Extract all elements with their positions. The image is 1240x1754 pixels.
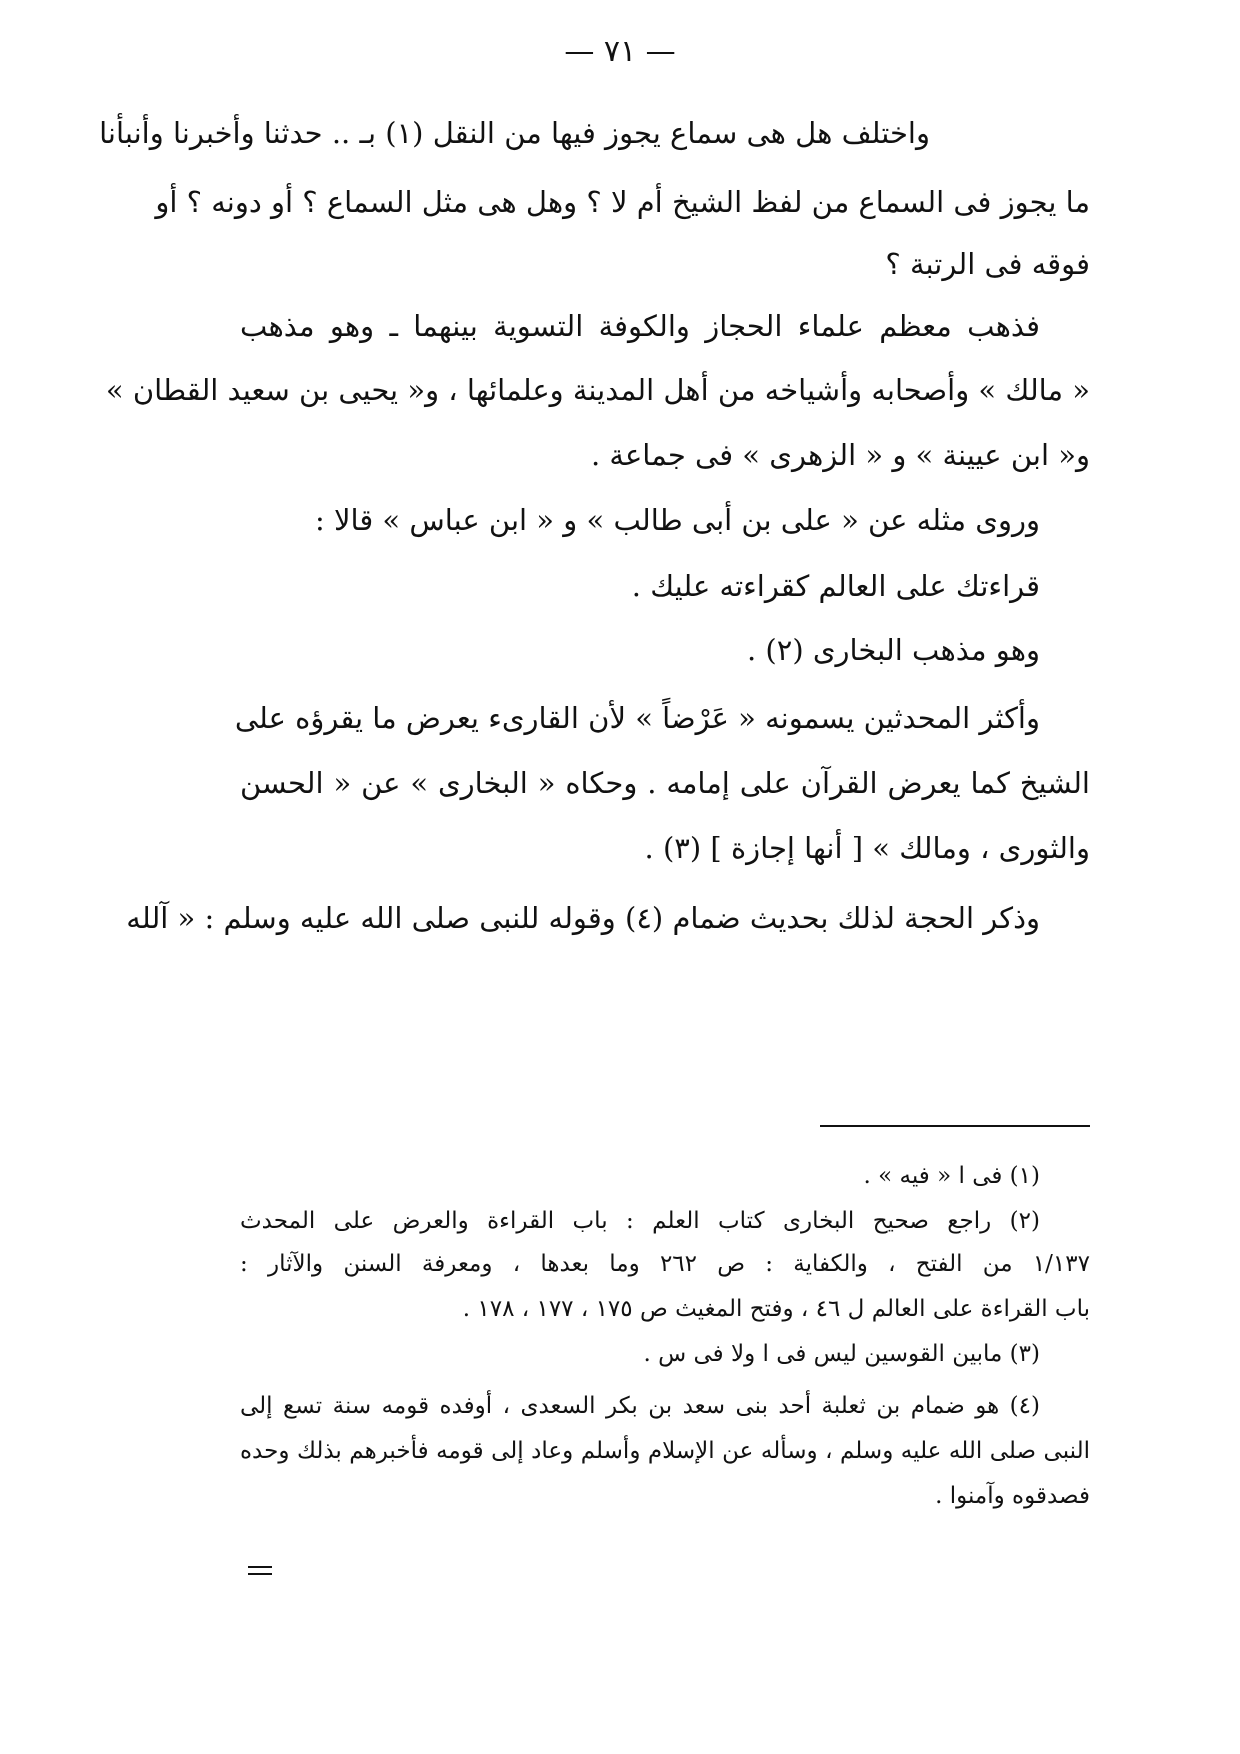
footnote-separator (820, 1125, 1090, 1127)
footnote-line: ١/١٣٧ من الفتح ، والكفاية : ص ٢٦٢ وما بعدها ، ومعرفة السنن والآثار : (240, 1251, 1090, 1277)
page-number: — ٧١ — (564, 34, 676, 69)
body-line: وذكر الحجة لذلك بحديث ضمام (٤) وقوله للنبى صلى الله عليه وسلم : « آلله (126, 901, 1040, 935)
body-line: و« ابن عيينة » و « الزهرى » فى جماعة . (591, 438, 1090, 472)
footnote-line: (١) فى ا « فيه » . (863, 1163, 1040, 1189)
footnote-line: فصدقوه وآمنوا . (935, 1483, 1090, 1509)
footnote-line: النبى صلى الله عليه وسلم ، وسأله عن الإسلام وأسلم وعاد إلى قومه فأخبرهم بذلك وحده (240, 1438, 1090, 1464)
body-line: فذهب معظم علماء الحجاز والكوفة التسوية بينهما ـ وهو مذهب (240, 309, 1040, 343)
continuation-mark (248, 1566, 272, 1580)
body-line: « مالك » وأصحابه وأشياخه من أهل المدينة وعلمائها ، و« يحيى بن سعيد القطان » (105, 373, 1090, 407)
body-line: فوقه فى الرتبة ؟ (885, 247, 1090, 281)
footnote-line: (٢) راجع صحيح البخارى كتاب العلم : باب القراءة والعرض على المحدث (240, 1208, 1040, 1234)
body-line: ما يجوز فى السماع من لفظ الشيخ أم لا ؟ وهل هى مثل السماع ؟ أو دونه ؟ أو (155, 185, 1090, 219)
body-line: وأكثر المحدثين يسمونه « عَرْضاً » لأن القارىء يعرض ما يقرؤه على (234, 701, 1040, 735)
body-line: واختلف هل هى سماع يجوز فيها من النقل (١) بـ .. حدثنا وأخبرنا وأنبأنا (99, 116, 930, 150)
footnote-line: (٣) مابين القوسين ليس فى ا ولا فى س . (643, 1341, 1040, 1367)
body-line: الشيخ كما يعرض القرآن على إمامه . وحكاه « البخارى » عن « الحسن (240, 766, 1090, 800)
footnote-line: (٤) هو ضمام بن ثعلبة أحد بنى سعد بن بكر السعدى ، أوفده قومه سنة تسع إلى (240, 1393, 1040, 1419)
body-line: والثورى ، ومالك » [ أنها إجازة ] (٣) . (644, 831, 1090, 865)
body-line: قراءتك على العالم كقراءته عليك . (631, 569, 1040, 603)
body-line: وهو مذهب البخارى (٢) . (746, 633, 1040, 667)
footnote-line: باب القراءة على العالم ل ٤٦ ، وفتح المغيث ص ١٧٥ ، ١٧٧ ، ١٧٨ . (462, 1296, 1090, 1322)
body-line: وروى مثله عن « على بن أبى طالب » و « ابن عباس » قالا : (314, 503, 1040, 537)
